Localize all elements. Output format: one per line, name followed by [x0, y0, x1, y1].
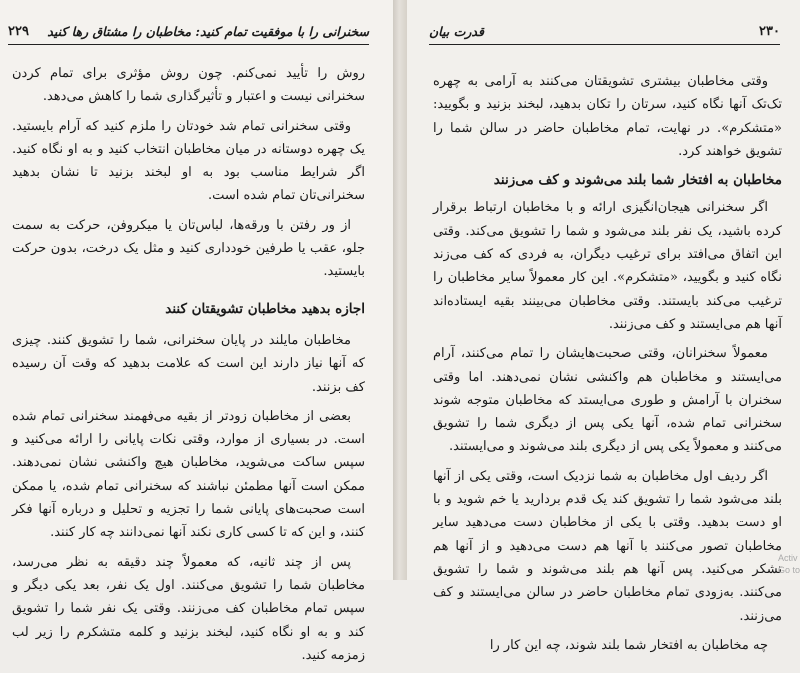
paragraph: بعضی از مخاطبان زودتر از بقیه می‌فهمند سخنرانی تمام شده است. در بسیاری از موارد، وقتی نکات پایانی را ارائه می‌کنید و سپس ساکت می‌شوید، مخاطبان هیچ واکنشی نشان نمی‌دهند. ممکن است آنها مطمئن نباشند که سخنرانی تمام شده، یا ممکن است صحبت‌های پایانی شما را تجزیه و تحلیل و درباره آنها فکر کنند، و این که تا کسی کاری نکند آنها نمی‌دانند چه کار کنند. [12, 408, 365, 541]
section-heading: مخاطبان به افتخار شما بلند می‌شوند و کف می‌زنند [493, 172, 782, 189]
paragraph: معمولاً سخنرانان، وقتی صحبت‌هایشان را تمام می‌کنند، آرام می‌ایستند و مخاطبان هم واکنشی نشان نمی‌دهند. اما وقتی سخنران با آرامش و طوری می‌ایستد که مخاطبان متوجه شوند سخنرانی تمام شده، آنها یکی پس از دیگری شما را تشویق می‌کنند و معمولاً یکی پس از دیگری بلند می‌شوند و می‌ایستند. [433, 346, 782, 455]
paragraph: وقتی مخاطبان بیشتری تشویقتان می‌کنند به آرامی به چهره تک‌تک آنها نگاه کنید، سرتان را تکان بدهید، لبخند بزنید و بگویید: «متشکرم». در نهایت، تمام مخاطبان حاضر در سالن شما را تشویق خواهند کرد. [433, 74, 782, 159]
section-heading: اجازه بدهید مخاطبان تشویقتان کنند [165, 300, 365, 317]
paragraph: مخاطبان مایلند در پایان سخنرانی، شما را تشویق کنند. چیزی که آنها نیاز دارند این است که علامت بدهید که وقت آن رسیده کف بزنند. [12, 332, 365, 395]
paragraph: پس از چند ثانیه، که معمولاً چند دقیقه به نظر می‌رسد، مخاطبان شما را تشویق می‌کنند. اول یک نفر، بعد یکی دیگر و سپس تمام مخاطبان کف می‌زنند. وقتی یک نفر شما را تشویق کند و به او نگاه کنید، لبخند بزنید و کلمه متشکرم را زیر لب زمزمه کنید. [12, 554, 365, 663]
left-page-header [8, 18, 369, 45]
paragraph: اگر ردیف اول مخاطبان به شما نزدیک است، وقتی یکی از آنها بلند می‌شود شما را تشویق کند یک قدم بردارید یا خم شوید و با او دست بدهید. وقتی با یکی از مخاطبان دست می‌دهید سایر مخاطبان تصور می‌کنند با آنها هم دست می‌دهید و از آنها هم تشکر می‌کنید. پس آنها هم بلند می‌شوند و شما را تشویق می‌کنند. به‌زودی تمام مخاطبان حاضر در سالن می‌ایستند و کف می‌زنند. [433, 468, 782, 624]
paragraph: از ور رفتن با ورقه‌ها، لباس‌تان یا میکروفن، حرکت به سمت جلو، عقب یا طرفین خودداری کنید و مثل یک درخت، بدون حرکت بایستید. [12, 217, 365, 280]
right-page-body [433, 70, 782, 663]
paragraph: وقتی سخنرانی تمام شد خودتان را ملزم کنید که آرام بایستید. یک چهره دوستانه در میان مخاطبان انتخاب کنید و به او نگاه کنید. اگر شرایط مناسب بود به او لبخند بزنید تا نشان بدهید سخنرانی‌تان تمام شده است. [12, 118, 365, 204]
book-gutter [393, 0, 407, 580]
paragraph: اگر سخنرانی هیجان‌انگیزی ارائه و با مخاطبان ارتباط برقرار کرده باشید، یک نفر بلند می‌شود و شما را تشویق می‌کند. وقتی این اتفاق می‌افتد برای ترغیب دیگران، به فردی که کف می‌زند نگاه کنید و بگویید، «متشکرم». این کار معمولاً سایر مخاطبان را ترغیب می‌کند بایستند. وقتی مخاطبان می‌بینند بقیه ایستاده‌اند آنها هم می‌ایستند و کف می‌زنند. [433, 200, 782, 332]
paragraph: چه مخاطبان به افتخار شما بلند شوند، چه این کار را [489, 637, 768, 653]
right-page-header [429, 18, 780, 45]
left-page [0, 0, 393, 663]
paragraph: روش را تأیید نمی‌کنم. چون روش مؤثری برای تمام کردن سخنرانی نیست و اعتبار و تأثیرگذاری شما را کاهش می‌دهد. [12, 66, 365, 105]
left-page-body [12, 62, 365, 673]
left-page-number: ۲۲۹ [8, 23, 29, 39]
right-page [407, 0, 800, 653]
right-page-number: ۲۳۰ [759, 23, 780, 39]
activation-watermark: Activ Go to [778, 553, 800, 575]
right-running-title: قدرت بیان [429, 23, 484, 39]
left-running-title: سخنرانی را با موفقیت تمام کنید: مخاطبان را مشتاق رها کنید [47, 23, 369, 39]
